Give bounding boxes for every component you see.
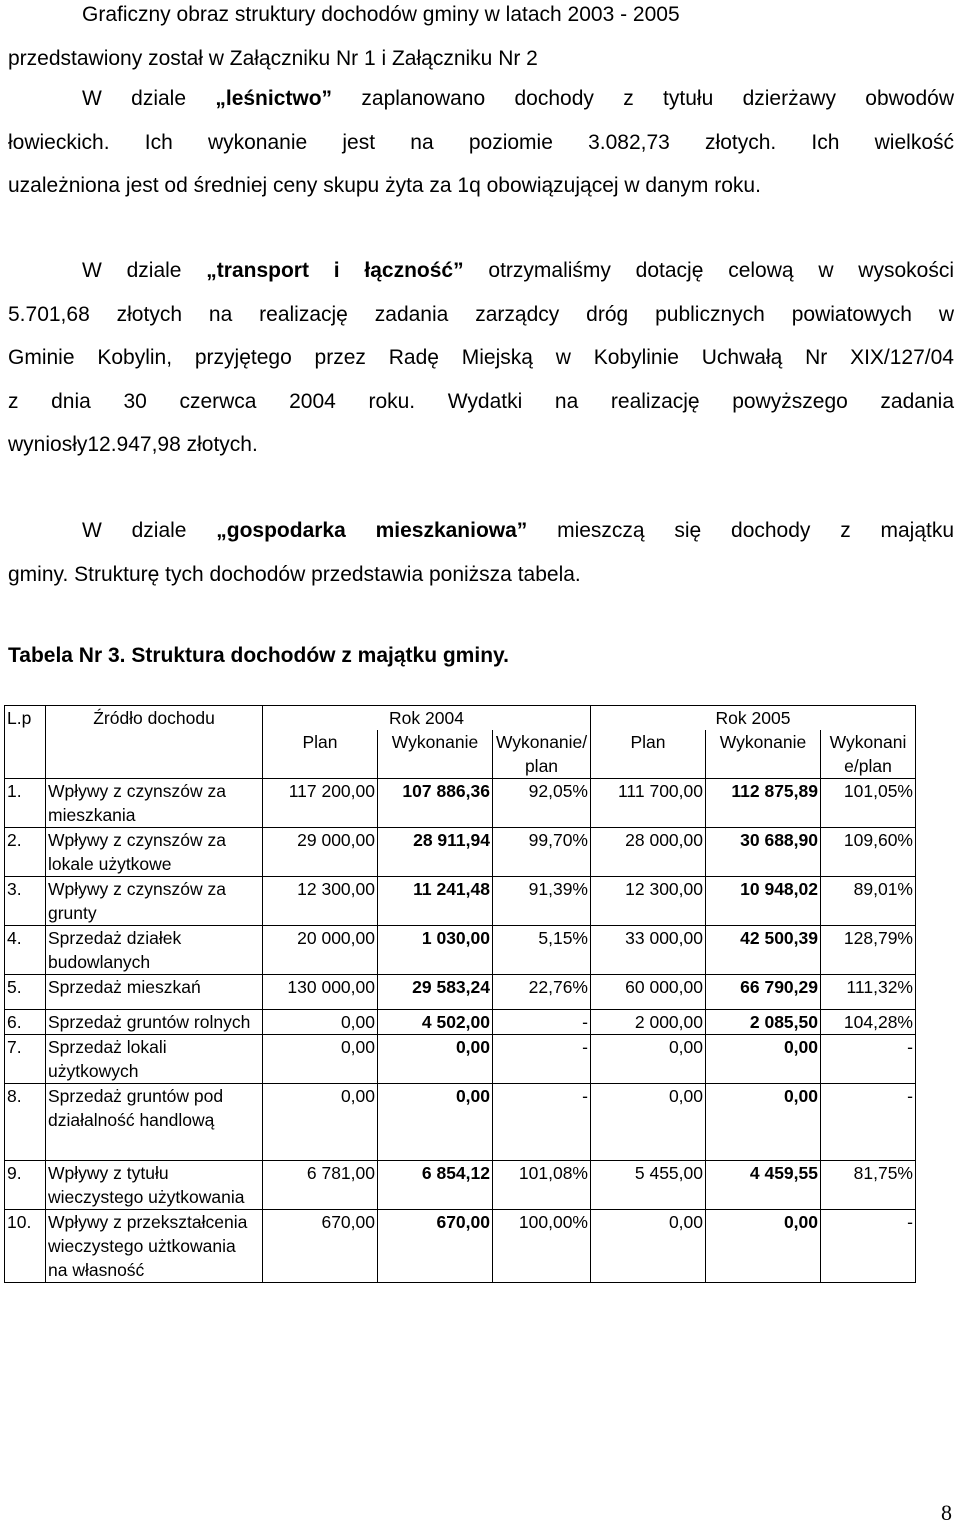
row-exec-2005: 30 688,90	[706, 828, 821, 877]
text-fragment: otrzymaliśmy dotację celową w wysokości	[463, 259, 955, 282]
row-plan-2005: 0,00	[591, 1210, 706, 1283]
row-plan-2004: 117 200,00	[263, 779, 378, 828]
row-lp: 2.	[5, 828, 46, 877]
row-source: Wpływy z czynszów za mieszkania	[46, 779, 263, 828]
row-plan-2004: 0,00	[263, 1084, 378, 1161]
text-line: wyniosły12.947,98 złotych.	[8, 433, 258, 456]
table-row	[5, 975, 916, 1010]
text-line: 5.701,68 złotych na realizację zadania zarządcy dróg publicznych powiatowych w	[8, 302, 954, 326]
bold-term: „gospodarka mieszkaniowa”	[216, 519, 528, 542]
bold-term: „transport i łączność”	[206, 259, 464, 282]
table-row	[5, 1084, 916, 1161]
header-year-2004: Rok 2004	[263, 706, 591, 731]
header-row	[5, 706, 916, 731]
row-exec-2005: 112 875,89	[706, 779, 821, 828]
row-exec-2005: 66 790,29	[706, 975, 821, 1010]
row-plan-2005: 28 000,00	[591, 828, 706, 877]
row-plan-2005: 5 455,00	[591, 1161, 706, 1210]
row-ratio-2005: 111,32%	[821, 975, 916, 1010]
table-row	[5, 877, 916, 926]
row-ratio-2005: 104,28%	[821, 1010, 916, 1035]
header-exec-2004: Wykonanie	[378, 730, 493, 779]
row-ratio-2005: 81,75%	[821, 1161, 916, 1210]
table-row	[5, 828, 916, 877]
row-plan-2004: 29 000,00	[263, 828, 378, 877]
text-line: uzależniona jest od średniej ceny skupu żyta za 1q obowiązującej w danym roku.	[8, 174, 761, 197]
header-ratio-2005: Wykonanie/plan	[821, 730, 916, 779]
row-source: Sprzedaż lokali użytkowych	[46, 1035, 263, 1084]
row-exec-2004: 11 241,48	[378, 877, 493, 926]
row-lp: 3.	[5, 877, 46, 926]
row-ratio-2005: -	[821, 1210, 916, 1283]
text-fragment: W dziale	[82, 87, 216, 110]
row-ratio-2004: 91,39%	[493, 877, 591, 926]
row-plan-2005: 111 700,00	[591, 779, 706, 828]
row-ratio-2004: 99,70%	[493, 828, 591, 877]
row-plan-2004: 12 300,00	[263, 877, 378, 926]
empty-cell	[5, 730, 46, 779]
row-lp: 8.	[5, 1084, 46, 1161]
row-exec-2004: 6 854,12	[378, 1161, 493, 1210]
text-line	[8, 509, 954, 553]
row-exec-2005: 2 085,50	[706, 1010, 821, 1035]
row-source: Wpływy z czynszów za grunty	[46, 877, 263, 926]
row-exec-2005: 42 500,39	[706, 926, 821, 975]
row-plan-2004: 130 000,00	[263, 975, 378, 1010]
row-source: Wpływy z tytułu wieczystego użytkowania	[46, 1161, 263, 1210]
text-line: łowieckich. Ich wykonanie jest na poziomie 3.082,73 złotych. Ich wielkość	[8, 130, 954, 154]
row-lp: 6.	[5, 1010, 46, 1035]
header-lp: L.p	[5, 706, 46, 731]
row-ratio-2005: -	[821, 1084, 916, 1161]
text-line	[8, 77, 954, 121]
forestry-paragraph	[8, 77, 954, 208]
header-ratio-2004: Wykonanie/plan	[493, 730, 591, 779]
row-ratio-2005: 89,01%	[821, 877, 916, 926]
row-source: Wpływy z czynszów za lokale użytkowe	[46, 828, 263, 877]
bold-term: „leśnictwo”	[215, 87, 333, 110]
row-exec-2004: 0,00	[378, 1035, 493, 1084]
row-source: Sprzedaż mieszkań	[46, 975, 263, 1010]
row-plan-2005: 2 000,00	[591, 1010, 706, 1035]
table-row	[5, 1035, 916, 1084]
row-exec-2005: 0,00	[706, 1035, 821, 1084]
row-exec-2004: 670,00	[378, 1210, 493, 1283]
table-row	[5, 779, 916, 828]
intro-paragraph	[8, 0, 954, 80]
page-number: 8	[941, 1500, 952, 1525]
transport-paragraph	[8, 249, 954, 467]
income-table	[4, 705, 916, 1283]
row-exec-2005: 10 948,02	[706, 877, 821, 926]
row-lp: 9.	[5, 1161, 46, 1210]
row-ratio-2005: -	[821, 1035, 916, 1084]
row-ratio-2004: 100,00%	[493, 1210, 591, 1283]
header-plan-2004: Plan	[263, 730, 378, 779]
text-line: Gminie Kobylin, przyjętego przez Radę Miejską w Kobylinie Uchwałą Nr XIX/127/04	[8, 346, 954, 369]
text-line: z dnia 30 czerwca 2004 roku. Wydatki na realizację powyższego zadania	[8, 389, 954, 413]
row-ratio-2005: 101,05%	[821, 779, 916, 828]
row-ratio-2004: -	[493, 1035, 591, 1084]
row-plan-2004: 670,00	[263, 1210, 378, 1283]
row-exec-2004: 1 030,00	[378, 926, 493, 975]
row-ratio-2005: 109,60%	[821, 828, 916, 877]
row-plan-2005: 33 000,00	[591, 926, 706, 975]
header-source: Źródło dochodu	[46, 706, 263, 731]
row-ratio-2004: -	[493, 1084, 591, 1161]
text-line: gminy. Strukturę tych dochodów przedstawia poniższa tabela.	[8, 562, 581, 586]
row-plan-2005: 0,00	[591, 1084, 706, 1161]
table-row	[5, 1210, 916, 1283]
row-exec-2005: 0,00	[706, 1210, 821, 1283]
row-exec-2005: 4 459,55	[706, 1161, 821, 1210]
text-line: Graficzny obraz struktury dochodów gminy w latach 2003 - 2005	[82, 3, 680, 26]
row-exec-2004: 0,00	[378, 1084, 493, 1161]
row-lp: 10.	[5, 1210, 46, 1283]
row-ratio-2005: 128,79%	[821, 926, 916, 975]
row-lp: 5.	[5, 975, 46, 1010]
empty-cell	[46, 730, 263, 779]
text-fragment: W dziale	[82, 519, 217, 542]
row-ratio-2004: -	[493, 1010, 591, 1035]
row-plan-2005: 12 300,00	[591, 877, 706, 926]
text-fragment: zaplanowano dochody z tytułu dzierżawy obwodów	[332, 87, 954, 110]
row-ratio-2004: 92,05%	[493, 779, 591, 828]
housing-paragraph	[8, 509, 954, 596]
row-plan-2005: 60 000,00	[591, 975, 706, 1010]
text-line: przedstawiony został w Załączniku Nr 1 i Załączniku Nr 2	[8, 46, 538, 70]
table-row	[5, 926, 916, 975]
header-plan-2005: Plan	[591, 730, 706, 779]
row-plan-2004: 6 781,00	[263, 1161, 378, 1210]
header-year-2005: Rok 2005	[591, 706, 916, 731]
row-source: Sprzedaż gruntów rolnych	[46, 1010, 263, 1035]
row-source: Sprzedaż gruntów pod działalność handlową	[46, 1084, 263, 1161]
table-row	[5, 1161, 916, 1210]
row-plan-2004: 0,00	[263, 1010, 378, 1035]
row-lp: 7.	[5, 1035, 46, 1084]
row-exec-2004: 29 583,24	[378, 975, 493, 1010]
row-lp: 1.	[5, 779, 46, 828]
row-ratio-2004: 22,76%	[493, 975, 591, 1010]
row-exec-2005: 0,00	[706, 1084, 821, 1161]
row-exec-2004: 4 502,00	[378, 1010, 493, 1035]
text-fragment: mieszczą się dochody z majątku	[527, 519, 955, 542]
table-title: Tabela Nr 3. Struktura dochodów z majątku gminy.	[8, 644, 509, 667]
row-plan-2005: 0,00	[591, 1035, 706, 1084]
row-lp: 4.	[5, 926, 46, 975]
row-source: Wpływy z przekształcenia wieczystego użtkowania na własność	[46, 1210, 263, 1283]
row-ratio-2004: 101,08%	[493, 1161, 591, 1210]
subheader-row	[5, 730, 916, 779]
text-fragment: W dziale	[82, 259, 207, 282]
row-plan-2004: 0,00	[263, 1035, 378, 1084]
row-source: Sprzedaż działek budowlanych	[46, 926, 263, 975]
row-exec-2004: 107 886,36	[378, 779, 493, 828]
text-line	[8, 249, 954, 293]
row-exec-2004: 28 911,94	[378, 828, 493, 877]
table-row	[5, 1010, 916, 1035]
row-plan-2004: 20 000,00	[263, 926, 378, 975]
header-exec-2005: Wykonanie	[706, 730, 821, 779]
row-ratio-2004: 5,15%	[493, 926, 591, 975]
